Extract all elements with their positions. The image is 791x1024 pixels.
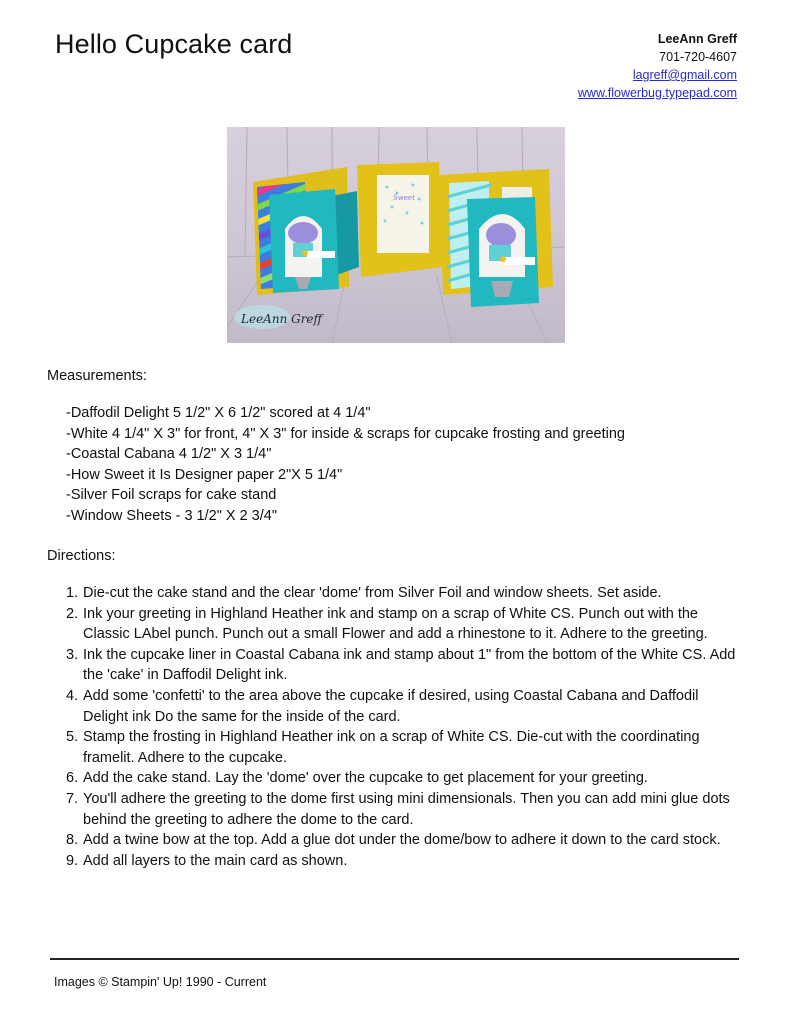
email-link[interactable]: lagreff@gmail.com (632, 68, 737, 82)
direction-step: 4. Add some 'confetti' to the area above the cupcake if desired, using Coastal Cabana and Daffodil Delight ink Do the same for the inside of the card. (66, 687, 699, 725)
contact-block (578, 30, 737, 102)
measurements-heading: Measurements: (47, 368, 147, 384)
svg-text:LeeAnn Greff: LeeAnn Greff (241, 312, 323, 326)
footer-divider (50, 958, 739, 960)
card-photo-illustration (227, 127, 565, 343)
direction-step: 9. Add all layers to the main card as shown. (66, 852, 348, 869)
direction-step: 1. Die-cut the cake stand and the clear 'dome' from Silver Foil and window sheets. Set aside. (66, 585, 662, 601)
page-title: Hello Cupcake card (55, 29, 293, 59)
card-photo (227, 127, 565, 343)
measurements-list (66, 403, 625, 527)
measurement-item: -Coastal Cabana 4 1/2" X 3 1/4" (66, 446, 272, 463)
copyright-notice: Images © Stampin' Up! 1990 - Current (54, 975, 267, 989)
website-link[interactable]: www.flowerbug.typepad.com (577, 86, 737, 100)
direction-step: 5. Stamp the frosting in Highland Heather ink on a scrap of White CS. Die-cut with the coordinating framelit. Adhere to the cupcake. (66, 729, 700, 766)
direction-step: 7. You'll adhere the greeting to the dome first using mini dimensionals. Then you can add mini glue dots behind the greeting to adhere the dome to the card. (66, 790, 730, 828)
directions-list (66, 583, 746, 871)
measurement-item: -White 4 1/4" X 3" for front, 4" X 3" for inside & scraps for cupcake frosting and greeting (66, 425, 625, 442)
direction-step: 3. Ink the cupcake liner in Coastal Cabana ink and stamp about 1" from the bottom of the White CS. Add the 'cake' in Daffodil Delight ink. (66, 646, 736, 684)
measurement-item: -Silver Foil scraps for cake stand (66, 487, 277, 504)
direction-step: 6. Add the cake stand. Lay the 'dome' over the cupcake to get placement for your greeting. (66, 770, 648, 787)
author-phone: 701-720-4607 (659, 50, 737, 64)
svg-text:Sweet: Sweet (393, 194, 415, 202)
measurement-item: -Window Sheets - 3 1/2" X 2 3/4" (66, 507, 277, 524)
author-name: LeeAnn Greff (657, 32, 737, 46)
direction-step: 2. Ink your greeting in Highland Heather ink and stamp on a scrap of White CS. Punch out with the Classic LAbel punch. Punch out a small Flower and add a rhinestone to it. Adhere to the greeting. (66, 605, 708, 643)
measurement-item: -Daffodil Delight 5 1/2" X 6 1/2" scored at 4 1/4" (66, 405, 371, 421)
measurement-item: -How Sweet it Is Designer paper 2"X 5 1/4" (66, 466, 343, 483)
directions-heading: Directions: (47, 548, 116, 564)
direction-step: 8. Add a twine bow at the top. Add a glue dot under the dome/bow to adhere it down to the card stock. (66, 832, 721, 849)
